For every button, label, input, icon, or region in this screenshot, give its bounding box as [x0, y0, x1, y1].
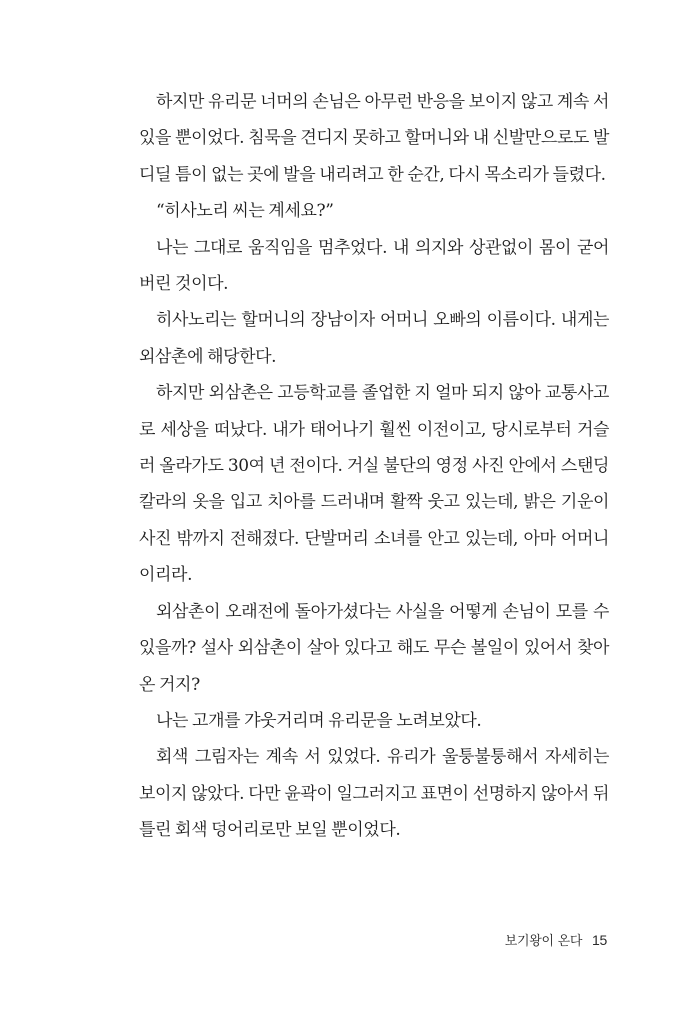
running-title: 보기왕이 온다: [504, 934, 583, 949]
paragraph: 하지만 유리문 너머의 손님은 아무런 반응을 보이지 않고 계속 서 있을 뿐이었다. 침묵을 견디지 못하고 할머니와 내 신발만으로도 발 디딜 틈이 없는 곳에 발을 내리려고 한 순간, 다시 목소리가 들렸다.: [139, 92, 609, 185]
paragraph: 회색 그림자는 계속 서 있었다. 유리가 울퉁불퉁해서 자세히는 보이지 않았다. 다만 윤곽이 일그러지고 표면이 선명하지 않아서 뒤틀린 회색 덩어리로만 보일 뿐이었다.: [139, 747, 609, 841]
page-number: 15: [592, 932, 607, 948]
paragraph: 외삼촌이 오래전에 돌아가셨다는 사실을 어떻게 손님이 모를 수 있을까? 설사 외삼촌이 살아 있다고 해도 무슨 볼일이 있어서 찾아온 거지?: [139, 601, 609, 695]
paragraph: 나는 고개를 갸웃거리며 유리문을 노려보았다.: [156, 710, 482, 731]
paragraph: 하지만 외삼촌은 고등학교를 졸업한 지 얼마 되지 않아 교통사고로 세상을 떠났다. 내가 태어나기 훨씬 이전이고, 당시로부터 거슬러 올라가도 30여 년 전이다. 거실 불단의 영정 사진 안에서 스탠딩 칼라의 옷을 입고 치아를 드러내며 활짝 웃고 있는데, 밝은 기운이 사진 밖까지 전해졌다. 단발머리 소녀를 안고 있는데, 아마 어머니이리라.: [139, 383, 609, 586]
paragraph: 히사노리는 할머니의 장남이자 어머니 오빠의 이름이다. 내게는 외삼촌에 해당한다.: [139, 310, 609, 367]
page-footer: [505, 930, 607, 949]
paragraph: 나는 그대로 움직임을 멈추었다. 내 의지와 상관없이 몸이 굳어버린 것이다.: [139, 237, 609, 295]
body-text: [139, 84, 609, 849]
paragraph: “히사노리 씨는 계세요?”: [156, 201, 334, 222]
